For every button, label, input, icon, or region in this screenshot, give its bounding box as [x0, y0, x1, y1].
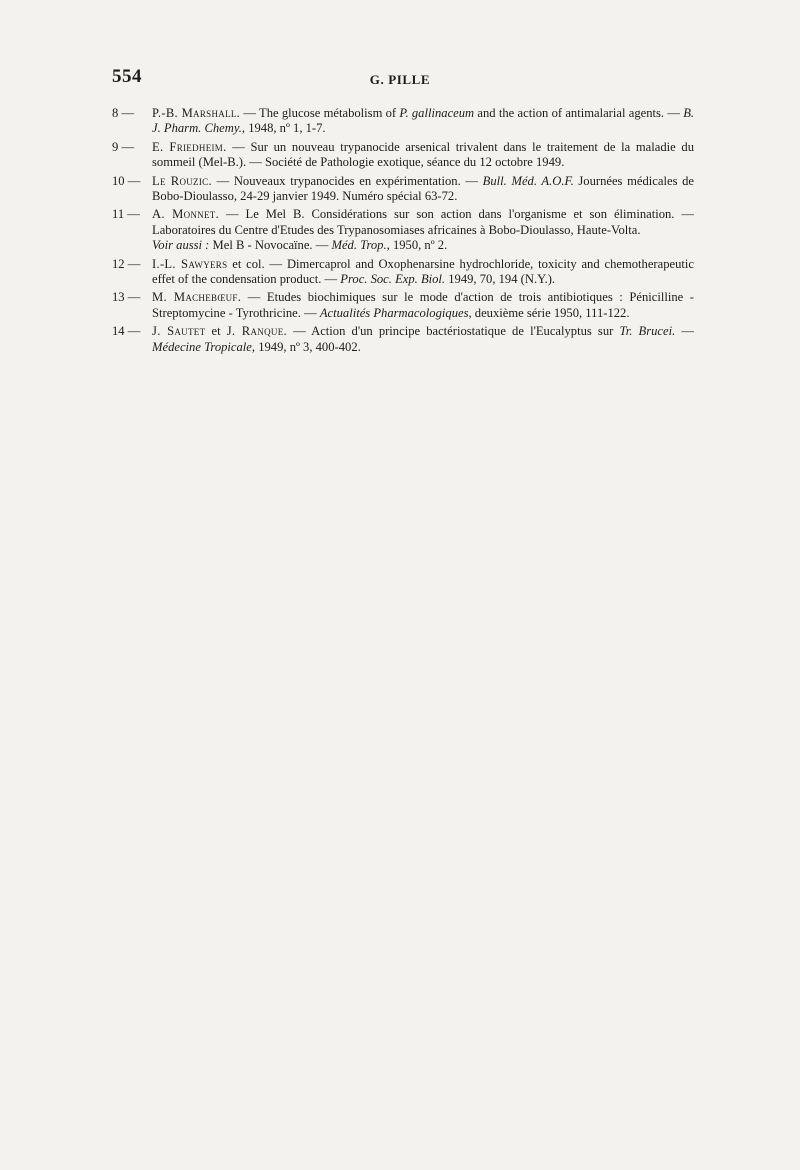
page-number: 554	[112, 66, 142, 87]
reference-text: , 1948, nº 1, 1-7.	[241, 121, 326, 136]
reference-number: 9 —	[112, 139, 135, 154]
reference-text: — Etudes biochimiques sur le mode d'action de trois antibiotiques : Pénicilline - Streptomycine - Tyrothricine. —	[152, 290, 694, 320]
reference-journal: Méd. Trop.	[331, 238, 387, 253]
reference-journal: B. J. Pharm. Chemy.	[152, 106, 695, 136]
reference-text: et col. — Dimercaprol and Oxophenarsine hydrochloride, toxicity and chemotherapeutic effet of the condensation product. —	[152, 256, 694, 287]
reference-italic: P. gallinaceum	[399, 106, 475, 120]
reference-author: P.-B. Marshall.	[152, 106, 241, 120]
reference-item	[112, 106, 694, 137]
reference-text: 1949, nº 3, 400-402.	[255, 339, 361, 354]
reference-item	[112, 290, 694, 321]
running-head: G. PILLE	[369, 72, 431, 87]
reference-text: — Le Mel B. Considérations sur son action dans l'organisme et son élimination. — Laboratoires du Centre d'Etudes des Trypanosomiases africaines à Bobo-Dioulasso, Haute-Volta.	[152, 207, 694, 237]
reference-item	[112, 257, 694, 288]
reference-italic: Tr. Brucei.	[619, 324, 676, 339]
reference-text: — Nouveaux trypanocides en expérimentation. —	[211, 173, 483, 188]
reference-text: —	[675, 324, 694, 339]
reference-journal: Médecine Tropicale,	[152, 339, 256, 354]
reference-number: 10 —	[112, 173, 141, 188]
reference-author: M. Machebœuf.	[152, 290, 242, 305]
reference-author: J. Ranque.	[226, 324, 287, 339]
reference-text: et	[205, 324, 227, 339]
reference-author: E. Friedheim.	[152, 139, 227, 154]
reference-text: — Sur un nouveau trypanocide arsenical trivalent dans le traitement de la maladie du sommeil (Mel-B.). — Société de Pathologie exotique, séance du 12 octobre 1949.	[152, 139, 695, 170]
reference-text: — The glucose métabolism of	[240, 106, 400, 120]
reference-list	[112, 106, 694, 358]
reference-author: Le Rouzic.	[152, 173, 212, 188]
reference-number: 13 —	[112, 290, 141, 305]
see-also-label: Voir aussi :	[152, 238, 210, 253]
reference-item	[112, 324, 694, 355]
reference-text: Journées médicales de Bobo-Dioulasso, 24-29 janvier 1949. Numéro spécial 63-72.	[152, 173, 695, 204]
reference-item	[112, 174, 694, 205]
reference-text: — Action d'un principe bactériostatique de l'Eucalyptus sur	[286, 324, 620, 339]
reference-number: 11 —	[112, 207, 140, 222]
reference-author: J. Sautet	[152, 324, 206, 339]
reference-number: 8 —	[112, 106, 135, 120]
reference-text: Mel B - Novocaïne. —	[209, 238, 332, 253]
reference-number: 12 —	[112, 256, 141, 271]
reference-number: 14 —	[112, 324, 141, 339]
reference-journal: Actualités Pharmacologiques,	[319, 305, 472, 320]
reference-journal: Proc. Soc. Exp. Biol.	[340, 272, 446, 287]
reference-item	[112, 207, 694, 253]
reference-text: , 1950, nº 2.	[386, 238, 448, 253]
reference-author: I.-L. Sawyers	[152, 256, 228, 271]
reference-text: 1949, 70, 194 (N.Y.).	[445, 272, 556, 287]
reference-journal: Bull. Méd. A.O.F.	[482, 173, 574, 188]
reference-text: and the action of antimalarial agents. —	[474, 106, 684, 120]
reference-text: deuxième série 1950, 111-122.	[471, 305, 630, 320]
reference-author: A. Monnet.	[152, 207, 220, 222]
reference-item	[112, 140, 694, 171]
